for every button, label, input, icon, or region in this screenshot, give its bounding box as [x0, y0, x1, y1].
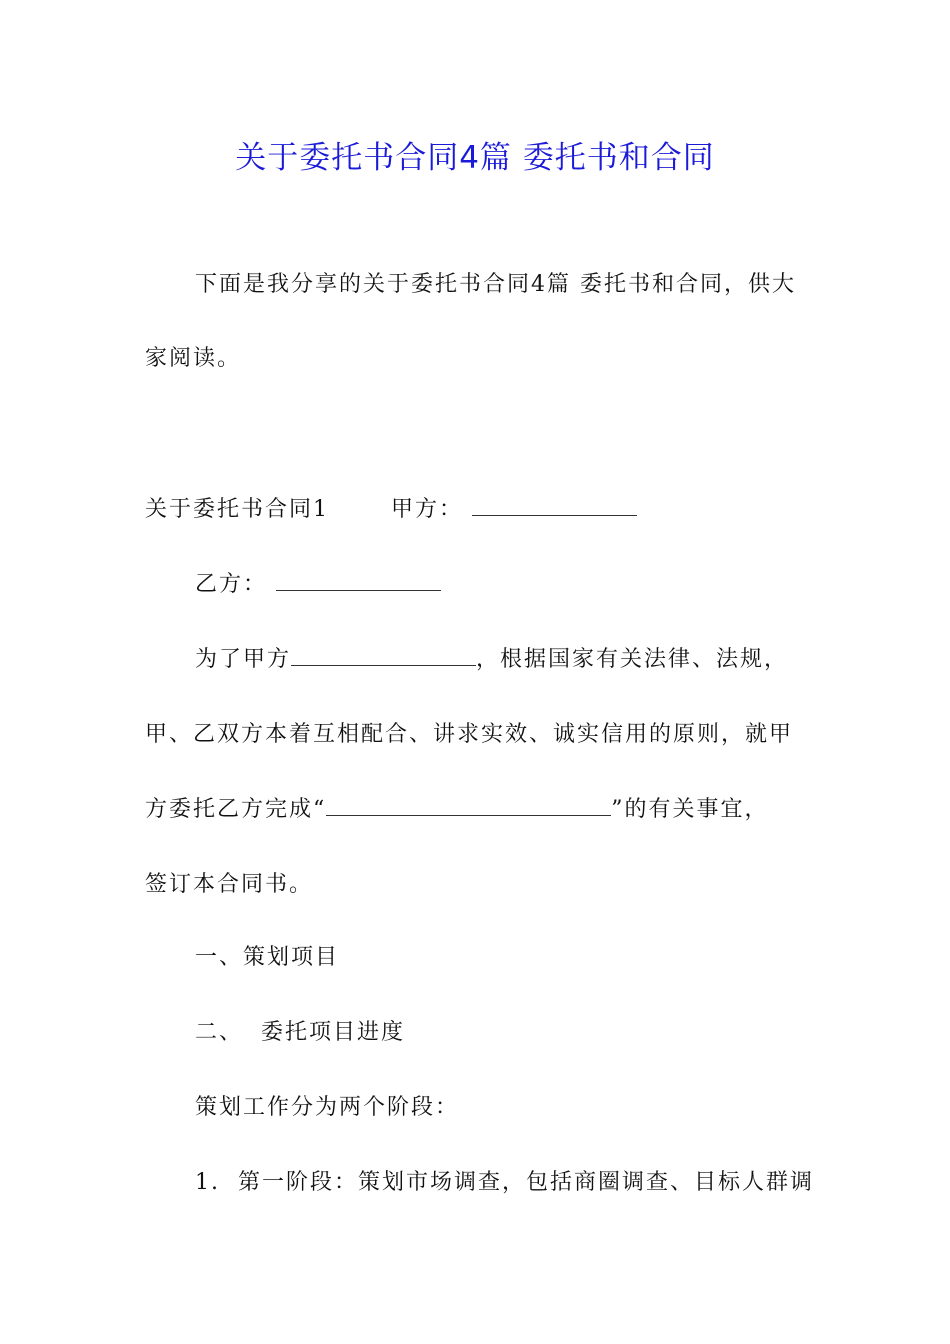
party-a-label: 甲方： [391, 497, 464, 522]
party-b-blank [276, 570, 441, 591]
section-1-heading: 关于委托书合同1 [145, 497, 329, 522]
para-1-suffix: ，根据国家有关法律、法规， [476, 647, 789, 672]
para-1-line-3-prefix: 方委托乙方完成“ [145, 797, 327, 822]
matter-blank [326, 795, 611, 816]
item-2-intro: 策划工作分为两个阶段： [195, 1095, 460, 1120]
item-2: 二、 委托项目进度 [195, 1020, 405, 1045]
party-b-line [195, 570, 441, 600]
para-1-line-1 [195, 645, 788, 675]
para-1-line-3 [145, 795, 769, 825]
item-1: 一、策划项目 [195, 945, 340, 970]
purpose-blank [291, 645, 476, 666]
para-1-line-3-suffix: ”的有关事宜， [611, 797, 769, 822]
stage-1: 1. 第一阶段：策划市场调查，包括商圈调查、目标人群调 [195, 1170, 814, 1195]
section-1-heading-line [145, 495, 637, 525]
party-a-blank [472, 495, 637, 516]
document-title: 关于委托书合同4篇 委托书和合同 [235, 140, 715, 176]
intro-line-1: 下面是我分享的关于委托书合同4篇 委托书和合同，供大 [195, 272, 796, 297]
para-1-line-4: 签订本合同书。 [145, 872, 314, 897]
party-b-label: 乙方： [195, 572, 268, 597]
para-1-line-2: 甲、乙双方本着互相配合、讲求实效、诚实信用的原则，就甲 [145, 722, 794, 747]
intro-line-2: 家阅读。 [145, 346, 242, 371]
para-1-prefix: 为了甲方 [195, 647, 292, 672]
